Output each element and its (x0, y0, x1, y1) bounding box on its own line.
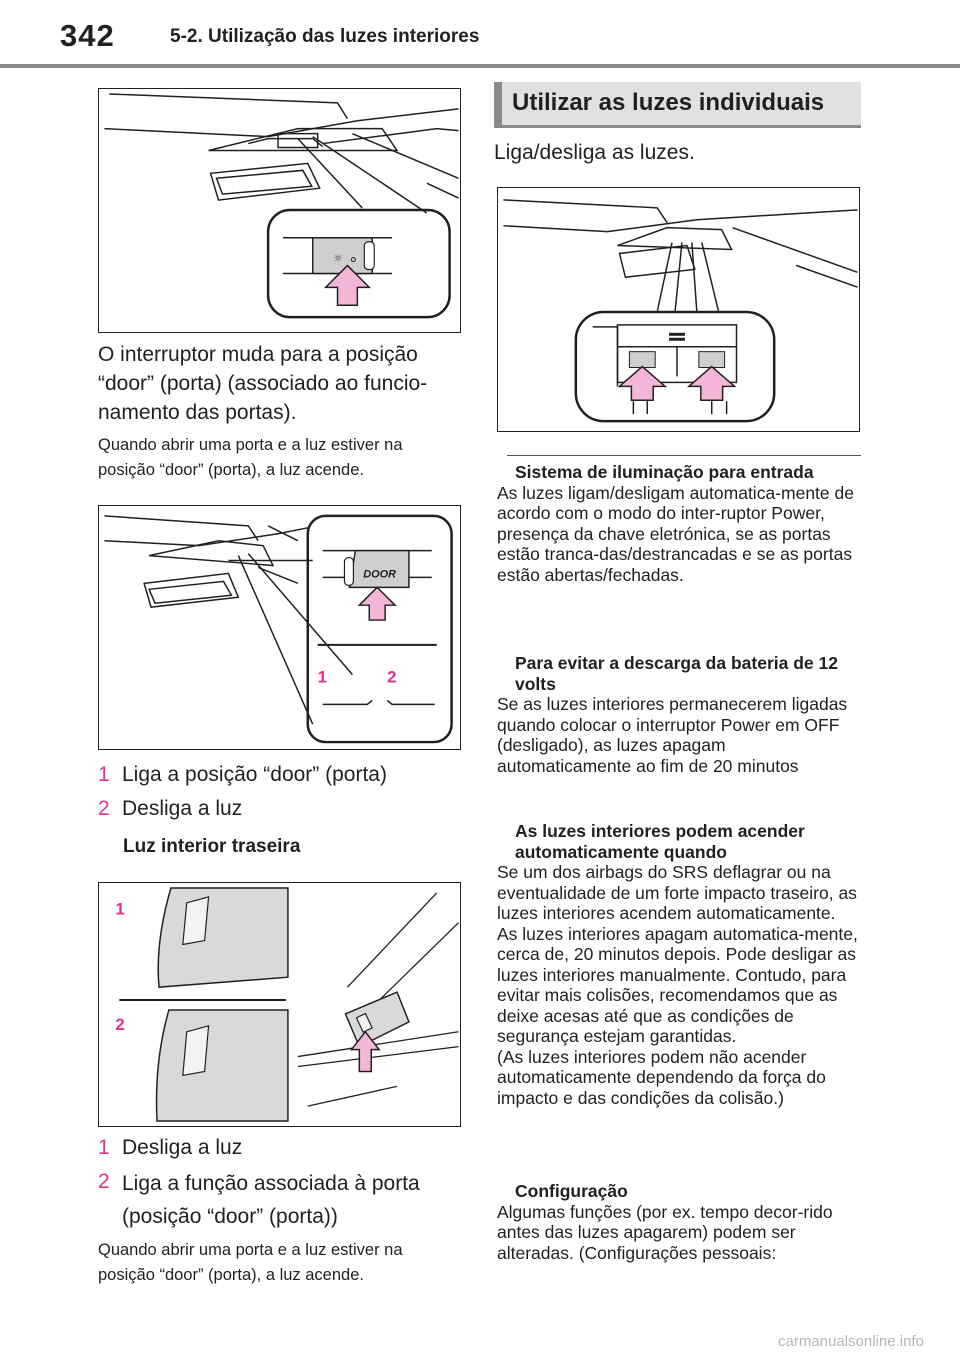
figure-rear-light (98, 882, 461, 1127)
intro-text: Liga/desliga as luzes. (494, 141, 695, 164)
note-door-function: Quando abrir uma porta e a luz estiver na posição “door” (porta), a luz acende. (98, 1241, 403, 1284)
position-label-2: 2 (387, 667, 397, 687)
info-title: Sistema de iluminação para entrada (515, 462, 814, 482)
header-rule (0, 64, 960, 68)
figure-door-switch-positions (98, 505, 461, 750)
info-body: Se um dos airbags do SRS deflagrar ou na eventualidade de um forte impacto traseiro, as luzes interiores acendem automaticamente. (497, 862, 857, 923)
divider (507, 455, 861, 456)
info-section-auto-on (497, 821, 863, 1108)
paragraph-door-position: O interruptor muda para a posição “door” (porta) (associado ao funcio-namento das portas). (98, 343, 428, 424)
heading-bar (494, 82, 502, 125)
page-header (0, 0, 960, 70)
list-number: 2 (98, 1170, 110, 1193)
heading-text: Utilizar as luzes individuais (512, 89, 825, 116)
list-number: 1 (98, 1136, 110, 1159)
info-body: Se as luzes interiores permanecerem ligadas quando colocar o interruptor Power em OFF (desligado), as luzes apagam automaticamente ao fim de 20 minutos (497, 694, 848, 776)
info-body: As luzes ligam/desligam automatica-mente de acordo com o modo do inter-ruptor Power, presença da chave eletrónica, se as portas estão tranca-das/destrancadas e se as portas estão abertas/fechadas. (497, 482, 854, 585)
list-item (98, 1133, 242, 1162)
list-item (98, 794, 242, 823)
info-title: Configuração (515, 1181, 628, 1201)
figure-individual-lights (497, 187, 860, 432)
page-number: 342 (60, 18, 115, 53)
subheading-rear-light: Luz interior traseira (123, 836, 301, 857)
list-text: Liga a posição “door” (porta) (122, 763, 387, 786)
list-text: Desliga a luz (122, 1136, 243, 1159)
list-text: Desliga a luz (122, 797, 243, 820)
section-title: 5-2. Utilização das luzes interiores (170, 26, 480, 47)
svg-text:☼: ☼ (333, 253, 343, 265)
list-number: 2 (98, 797, 110, 820)
position-label-1: 1 (317, 667, 328, 687)
info-body-2: As luzes interiores apagam automatica-mente, cerca de, 20 minutos depois. Pode desligar as luzes interiores manualmente. Contudo, para evitar mais colisões, recomendamos que as deixe acesas até que as condições de segurança estejam garantidas. (497, 923, 858, 1046)
info-body-3: (As luzes interiores podem não acender automaticamente dependendo da força do impacto e das condições da colisão.) (497, 1046, 826, 1108)
note-door-position: Quando abrir uma porta e a luz estiver na posição “door” (porta), a luz acende. (98, 436, 403, 479)
door-switch-positions-illustration (99, 506, 460, 749)
info-section-entry-lighting (497, 462, 863, 585)
info-section-settings (497, 1181, 863, 1263)
list-text: Liga a função associada à porta (posição “door” (porta)) (122, 1172, 420, 1228)
list-item (98, 1167, 457, 1233)
list-number: 1 (98, 763, 110, 786)
figure-front-door-switch (98, 88, 461, 333)
info-section-battery (497, 653, 863, 776)
info-title: Para evitar a descarga da bateria de 12 volts (515, 653, 838, 694)
watermark: carmanualsonline.info (778, 1333, 924, 1350)
rear-position-label-2: 2 (115, 1014, 125, 1034)
door-label: DOOR (363, 568, 397, 581)
section-heading (494, 82, 861, 128)
front-door-switch-illustration (99, 89, 460, 332)
info-body: Algumas funções (por ex. tempo decor-rido antes das luzes apagarem) podem ser alteradas. (Configurações pessoais: (497, 1201, 833, 1263)
individual-lights-illustration (498, 188, 859, 431)
list-item (98, 760, 387, 789)
rear-position-label-1: 1 (115, 899, 125, 919)
rear-light-illustration (99, 883, 460, 1126)
info-title: As luzes interiores podem acender automaticamente quando (515, 821, 805, 862)
